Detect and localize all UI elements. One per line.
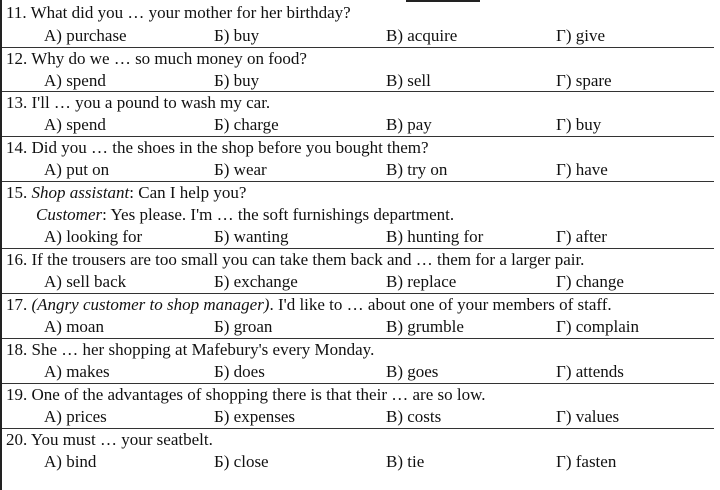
question-19 bbox=[2, 384, 714, 429]
question-stem: You must … your seatbelt. bbox=[30, 430, 213, 449]
question-20 bbox=[2, 429, 714, 477]
option-d[interactable]: Г) fasten bbox=[556, 452, 617, 471]
question-16 bbox=[2, 249, 714, 294]
option-b[interactable]: Б) wanting bbox=[214, 227, 289, 246]
question-15 bbox=[2, 182, 714, 249]
question-stem: One of the advantages of shopping there is that their … are so low. bbox=[31, 385, 486, 404]
option-a[interactable]: A) makes bbox=[44, 362, 110, 381]
option-b[interactable]: Б) charge bbox=[214, 115, 279, 134]
option-b[interactable]: Б) close bbox=[214, 452, 269, 471]
question-number: 11. bbox=[6, 3, 27, 22]
option-a[interactable]: A) moan bbox=[44, 317, 104, 336]
question-number: 13. bbox=[6, 93, 28, 112]
question-11 bbox=[2, 2, 714, 48]
option-c[interactable]: B) hunting for bbox=[386, 227, 484, 246]
question-13 bbox=[2, 92, 714, 137]
option-a[interactable]: A) prices bbox=[44, 407, 107, 426]
option-c[interactable]: B) costs bbox=[386, 407, 442, 426]
speaker-label: Customer bbox=[36, 205, 103, 224]
question-text bbox=[6, 294, 612, 316]
option-c[interactable]: B) grumble bbox=[386, 317, 464, 336]
question-text bbox=[6, 2, 351, 24]
option-c[interactable]: B) pay bbox=[386, 115, 432, 134]
option-b[interactable]: Б) wear bbox=[214, 160, 267, 179]
option-a[interactable]: A) spend bbox=[44, 71, 106, 90]
question-number: 19. bbox=[6, 385, 28, 404]
question-stem: . I'd like to … about one of your members of staff. bbox=[269, 295, 612, 314]
question-text bbox=[6, 339, 374, 361]
question-stem: She … her shopping at Mafebury's every Monday. bbox=[31, 340, 375, 359]
question-stem: Did you … the shoes in the shop before you bought them? bbox=[31, 138, 429, 157]
question-stem: Why do we … so much money on food? bbox=[31, 49, 307, 68]
option-c[interactable]: B) tie bbox=[386, 452, 425, 471]
question-number: 18. bbox=[6, 340, 28, 359]
option-b[interactable]: Б) groan bbox=[214, 317, 273, 336]
question-number: 14. bbox=[6, 138, 28, 157]
option-c[interactable]: B) goes bbox=[386, 362, 439, 381]
question-18 bbox=[2, 339, 714, 384]
question-stem: : Yes please. I'm … the soft furnishings department. bbox=[102, 205, 455, 224]
option-b[interactable]: Б) expenses bbox=[214, 407, 296, 426]
question-number: 17. bbox=[6, 295, 28, 314]
question-number: 12. bbox=[6, 49, 28, 68]
question-stem: If the trousers are too small you can take them back and … them for a larger pair. bbox=[31, 250, 585, 269]
option-d[interactable]: Г) spare bbox=[556, 71, 612, 90]
question-text bbox=[6, 48, 307, 70]
option-d[interactable]: Г) have bbox=[556, 160, 608, 179]
speaker-label: Shop assistant bbox=[31, 183, 130, 202]
question-text-line-2 bbox=[36, 204, 454, 226]
option-d[interactable]: Г) attends bbox=[556, 362, 624, 381]
question-14 bbox=[2, 137, 714, 182]
question-17 bbox=[2, 294, 714, 339]
option-b[interactable]: Б) does bbox=[214, 362, 265, 381]
option-c[interactable]: B) acquire bbox=[386, 26, 458, 45]
option-d[interactable]: Г) values bbox=[556, 407, 620, 426]
question-text bbox=[6, 429, 213, 451]
question-number: 15. bbox=[6, 183, 28, 202]
option-a[interactable]: A) spend bbox=[44, 115, 106, 134]
option-b[interactable]: Б) buy bbox=[214, 26, 260, 45]
option-b[interactable]: Б) exchange bbox=[214, 272, 298, 291]
option-b[interactable]: Б) buy bbox=[214, 71, 260, 90]
option-a[interactable]: A) purchase bbox=[44, 26, 127, 45]
question-stem: : Can I help you? bbox=[129, 183, 247, 202]
question-stem: I'll … you a pound to wash my car. bbox=[31, 93, 271, 112]
question-text bbox=[6, 249, 584, 271]
question-number: 20. bbox=[6, 430, 28, 449]
option-a[interactable]: A) bind bbox=[44, 452, 97, 471]
option-d[interactable]: Г) complain bbox=[556, 317, 639, 336]
question-text bbox=[6, 92, 270, 114]
option-c[interactable]: B) sell bbox=[386, 71, 431, 90]
option-d[interactable]: Г) after bbox=[556, 227, 607, 246]
option-d[interactable]: Г) give bbox=[556, 26, 606, 45]
stage-direction: (Angry customer to shop manager) bbox=[31, 295, 270, 314]
option-a[interactable]: A) looking for bbox=[44, 227, 143, 246]
question-number: 16. bbox=[6, 250, 28, 269]
option-c[interactable]: B) replace bbox=[386, 272, 457, 291]
question-stem: What did you … your mother for her birthday? bbox=[30, 3, 351, 22]
question-text bbox=[6, 384, 486, 406]
question-12 bbox=[2, 48, 714, 92]
option-a[interactable]: A) sell back bbox=[44, 272, 127, 291]
option-c[interactable]: B) try on bbox=[386, 160, 448, 179]
question-text bbox=[6, 182, 246, 204]
option-a[interactable]: A) put on bbox=[44, 160, 110, 179]
option-d[interactable]: Г) buy bbox=[556, 115, 602, 134]
option-d[interactable]: Г) change bbox=[556, 272, 624, 291]
question-text bbox=[6, 137, 429, 159]
